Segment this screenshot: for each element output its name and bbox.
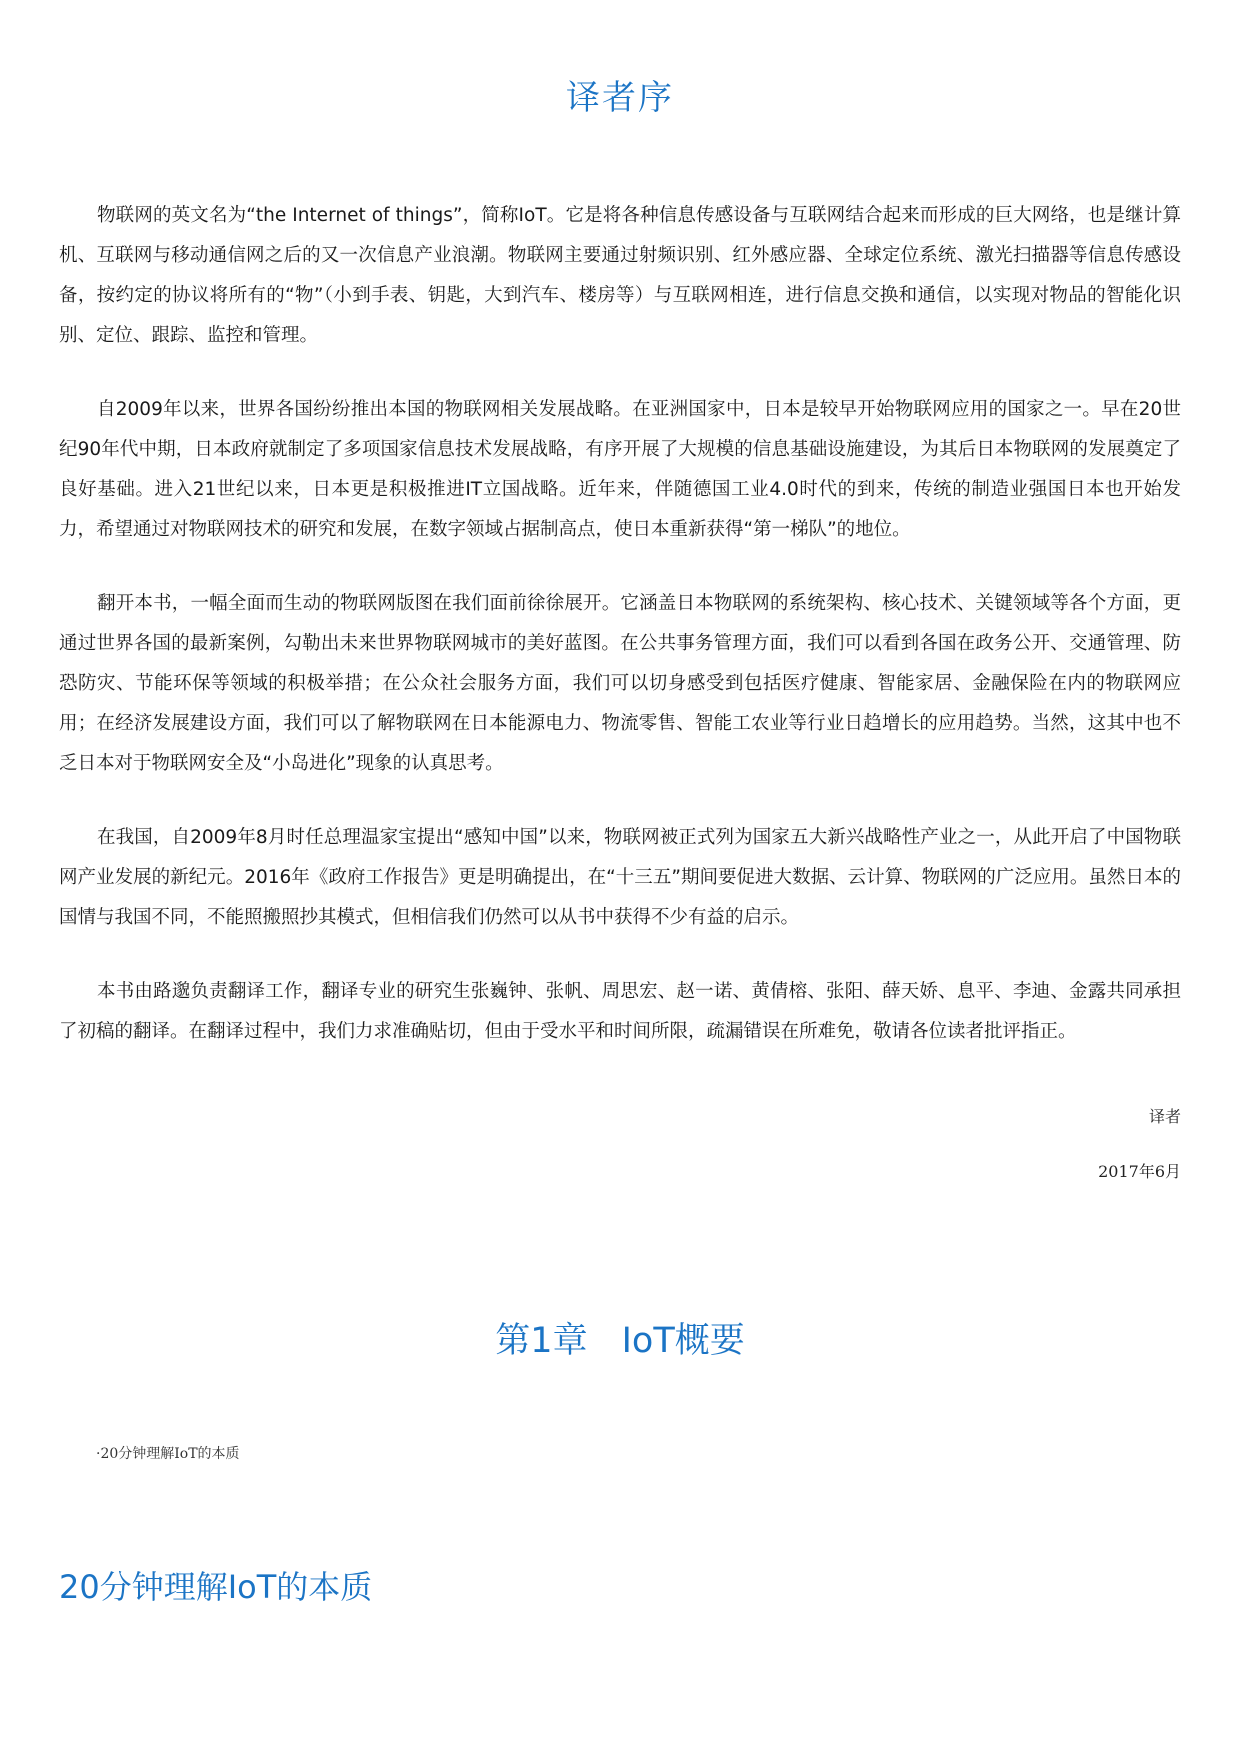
preface-paragraph: 本书由路邈负责翻译工作，翻译专业的研究生张巍钟、张帆、周思宏、赵一诺、黄倩榕、张阳、薛天娇、息平、李迪、金露共同承担了初稿的翻译。在翻译过程中，我们力求准确贴切，但由于受水平和时间所限，疏漏错误在所难免，敬请各位读者批评指正。 xyxy=(59,981,1181,1042)
section-title: 20分钟理解IoT的本质 xyxy=(59,1568,373,1606)
preface-paragraph: 翻开本书，一幅全面而生动的物联网版图在我们面前徐徐展开。它涵盖日本物联网的系统架构、核心技术、关键领域等各个方面，更通过世界各国的最新案例，勾勒出未来世界物联网城市的美好蓝图。在公共事务管理方面，我们可以看到各国在政务公开、交通管理、防恐防灾、节能环保等领域的积极举措；在公众社会服务方面，我们可以切身感受到包括医疗健康、智能家居、金融保险在内的物联网应用；在经济发展建设方面，我们可以了解物联网在日本能源电力、物流零售、智能工农业等行业日趋增长的应用趋势。当然，这其中也不乏日本对于物联网安全及“小岛进化”现象的认真思考。 xyxy=(59,593,1181,774)
preface-paragraph: 自2009年以来，世界各国纷纷推出本国的物联网相关发展战略。在亚洲国家中，日本是较早开始物联网应用的国家之一。早在20世纪90年代中期，日本政府就制定了多项国家信息技术发展战略，有序开展了大规模的信息基础设施建设，为其后日本物联网的发展奠定了良好基础。进入21世纪以来，日本更是积极推进IT立国战略。近年来，伴随德国工业4.0时代的到来，传统的制造业强国日本也开始发力，希望通过对物联网技术的研究和发展，在数字领域占据制高点，使日本重新获得“第一梯队”的地位。 xyxy=(59,399,1181,540)
preface-date: 2017年6月 xyxy=(1098,1162,1181,1181)
chapter-number: 第1章 xyxy=(495,1321,588,1361)
preface-body xyxy=(59,196,1181,1086)
chapter-name: IoT概要 xyxy=(621,1321,745,1361)
preface-title: 译者序 xyxy=(566,78,674,118)
translator-signature: 译者 xyxy=(1148,1107,1181,1126)
toc-link[interactable]: ·20分钟理解IoT的本质 xyxy=(96,1446,240,1462)
preface-paragraph: 在我国，自2009年8月时任总理温家宝提出“感知中国”以来，物联网被正式列为国家五大新兴战略性产业之一，从此开启了中国物联网产业发展的新纪元。2016年《政府工作报告》更是明确提出，在“十三五”期间要促进大数据、云计算、物联网的广泛应用。虽然日本的国情与我国不同，不能照搬照抄其模式，但相信我们仍然可以从书中获得不少有益的启示。 xyxy=(59,827,1181,928)
preface-paragraph: 物联网的英文名为“the Internet of things”，简称IoT。它是将各种信息传感设备与互联网结合起来而形成的巨大网络，也是继计算机、互联网与移动通信网之后的又一次信息产业浪潮。物联网主要通过射频识别、红外感应器、全球定位系统、激光扫描器等信息传感设备，按约定的协议将所有的“物”（小到手表、钥匙，大到汽车、楼房等）与互联网相连，进行信息交换和通信，以实现对物品的智能化识别、定位、跟踪、监控和管理。 xyxy=(59,205,1181,346)
chapter-title xyxy=(0,1313,1240,1363)
